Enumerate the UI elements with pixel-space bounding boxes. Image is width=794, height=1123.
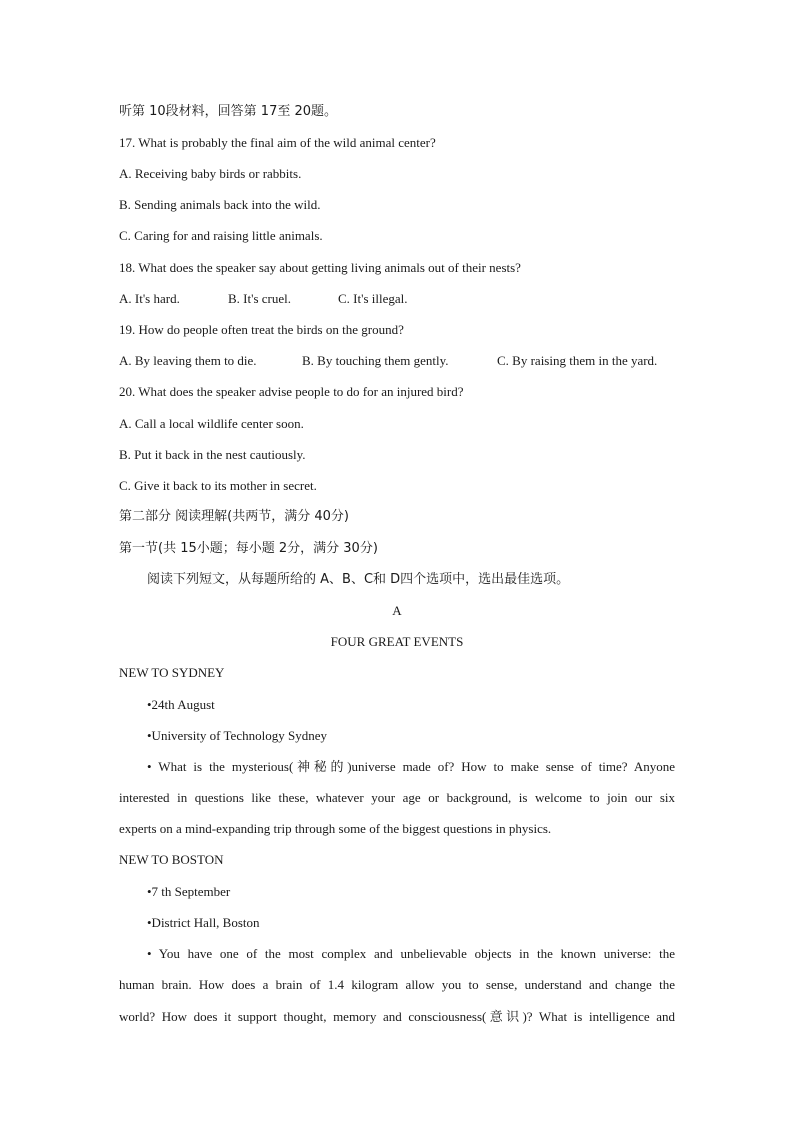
question-17-option-a: A. Receiving baby birds or rabbits. <box>119 166 302 181</box>
event-date-boston: •7 th September <box>147 884 231 899</box>
event-date-sydney: •24th August <box>147 697 215 712</box>
question-17-option-b: B. Sending animals back into the wild. <box>119 197 321 212</box>
passage-title: FOUR GREAT EVENTS <box>330 634 464 649</box>
event-heading-boston: NEW TO BOSTON <box>119 852 224 867</box>
question-18-option-b: B. It's cruel. <box>228 291 291 306</box>
question-20-option-a: A. Call a local wildlife center soon. <box>119 416 304 431</box>
event-venue-boston: •District Hall, Boston <box>147 915 260 930</box>
event-venue-sydney: •University of Technology Sydney <box>147 728 327 743</box>
part2-title: 第二部分 阅读理解(共两节，满分 40分) <box>119 509 349 524</box>
question-17-stem: 17. What is probably the final aim of the wild animal center? <box>119 135 436 150</box>
event-desc-sydney-line2: interested in questions like these, whatever your age or background, is welcome to join our six <box>119 790 675 805</box>
question-20-option-b: B. Put it back in the nest cautiously. <box>119 447 306 462</box>
question-18-stem: 18. What does the speaker say about getting living animals out of their nests? <box>119 260 521 275</box>
event-desc-boston-line1: • You have one of the most complex and unbelievable objects in the known universe: the <box>147 946 675 961</box>
event-desc-sydney-line1: • What is the mysterious(神秘的)universe made of? How to make sense of time? Anyone <box>147 759 675 774</box>
question-18-option-c: C. It's illegal. <box>338 291 408 306</box>
event-desc-sydney-line3: experts on a mind-expanding trip through some of the biggest questions in physics. <box>119 821 552 836</box>
question-19-option-c: C. By raising them in the yard. <box>497 353 658 368</box>
question-18-option-a: A. It's hard. <box>119 291 180 306</box>
passage-letter: A <box>392 603 402 618</box>
question-20-option-c: C. Give it back to its mother in secret. <box>119 478 317 493</box>
question-19-stem: 19. How do people often treat the birds on the ground? <box>119 322 404 337</box>
question-17-option-c: C. Caring for and raising little animals. <box>119 228 323 243</box>
section10-header: 听第 10段材料，回答第 17至 20题。 <box>119 104 338 119</box>
question-19-option-a: A. By leaving them to die. <box>119 353 257 368</box>
question-19-option-b: B. By touching them gently. <box>302 353 449 368</box>
event-heading-sydney: NEW TO SYDNEY <box>119 665 225 680</box>
section1-title: 第一节(共 15小题；每小题 2分，满分 30分) <box>119 541 378 556</box>
reading-instruction: 阅读下列短文，从每题所给的 A、B、C和 D四个选项中，选出最佳选项。 <box>147 572 570 587</box>
event-desc-boston-line3: world? How does it support thought, memory and consciousness(意识)? What is intelligence and <box>119 1009 675 1024</box>
event-desc-boston-line2: human brain. How does a brain of 1.4 kilogram allow you to sense, understand and change the <box>119 977 675 992</box>
question-20-stem: 20. What does the speaker advise people to do for an injured bird? <box>119 384 464 399</box>
